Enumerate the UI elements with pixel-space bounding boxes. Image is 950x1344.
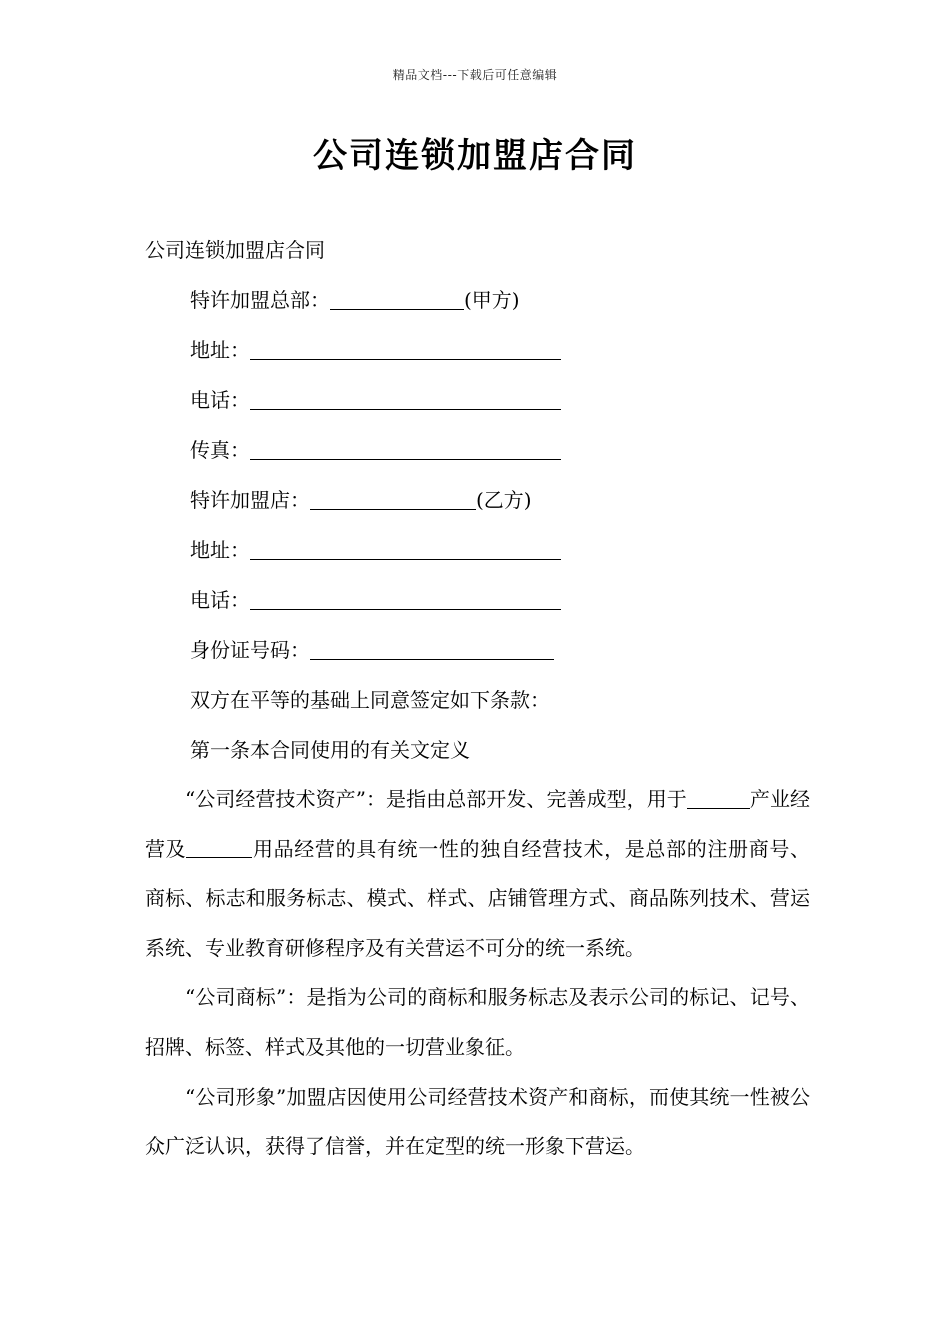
p1-blank-2[interactable]: [186, 856, 252, 858]
document-body: [145, 225, 810, 1172]
p1-part-b: 产业经营及: [145, 787, 811, 861]
address-label-2: 地址：: [190, 538, 250, 562]
franchisor-blank[interactable]: [330, 308, 464, 310]
agreement-line: 双方在平等的基础上同意签定如下条款：: [190, 688, 550, 712]
article-1-title: 第一条本合同使用的有关文定义: [190, 738, 470, 762]
address-line-2: [145, 525, 810, 575]
fax-line: [145, 425, 810, 475]
franchisor-label: 特许加盟总部：: [190, 288, 330, 312]
id-blank[interactable]: [310, 658, 554, 660]
p1-part-c: 用品经营的具有统一性的独自经营技术，是总部的注册商号、商标、标志和服务标志、模式、样式、店铺管理方式、商品陈列技术、营运系统、专业教育研修程序及有关营运不可分的统一系统。: [145, 836, 811, 960]
franchisor-party: (甲方): [464, 288, 520, 312]
phone-line-2: [145, 575, 810, 625]
p1-blank-1a[interactable]: [687, 807, 717, 809]
franchisee-label: 特许加盟店：: [190, 488, 310, 512]
p1-part-a: “公司经营技术资产”：是指由总部开发、完善成型，用于: [185, 787, 687, 811]
phone-blank-2[interactable]: [250, 608, 561, 610]
phone-label-2: 电话：: [190, 588, 250, 612]
subtitle: 公司连锁加盟店合同: [145, 238, 325, 262]
phone-blank-1[interactable]: [250, 408, 561, 410]
definition-paragraph-2: “公司商标”：是指为公司的商标和服务标志及表示公司的标记、记号、招牌、标签、样式及其他的一切营业象征。: [145, 985, 810, 1059]
franchisor-line: [145, 275, 810, 325]
definition-paragraph-3: “公司形象”加盟店因使用公司经营技术资产和商标，而使其统一性被公众广泛认识，获得了信誉，并在定型的统一形象下营运。: [145, 1084, 810, 1159]
definition-paragraph-1: [145, 775, 810, 973]
address-blank-1[interactable]: [250, 358, 561, 360]
franchisee-line: [145, 475, 810, 525]
header-note: 精品文档---下载后可任意编辑: [392, 68, 558, 82]
address-blank-2[interactable]: [250, 558, 561, 560]
phone-line-1: [145, 375, 810, 425]
franchisee-party: (乙方): [476, 488, 532, 512]
p1-blank-1b[interactable]: [717, 807, 750, 809]
id-line: [145, 625, 810, 675]
franchisee-blank[interactable]: [310, 508, 476, 510]
phone-label-1: 电话：: [190, 388, 250, 412]
address-line-1: [145, 325, 810, 375]
fax-blank[interactable]: [250, 458, 561, 460]
id-label: 身份证号码：: [190, 638, 310, 662]
address-label-1: 地址：: [190, 338, 250, 362]
document-title: 公司连锁加盟店合同: [313, 136, 637, 176]
fax-label: 传真：: [190, 438, 250, 462]
